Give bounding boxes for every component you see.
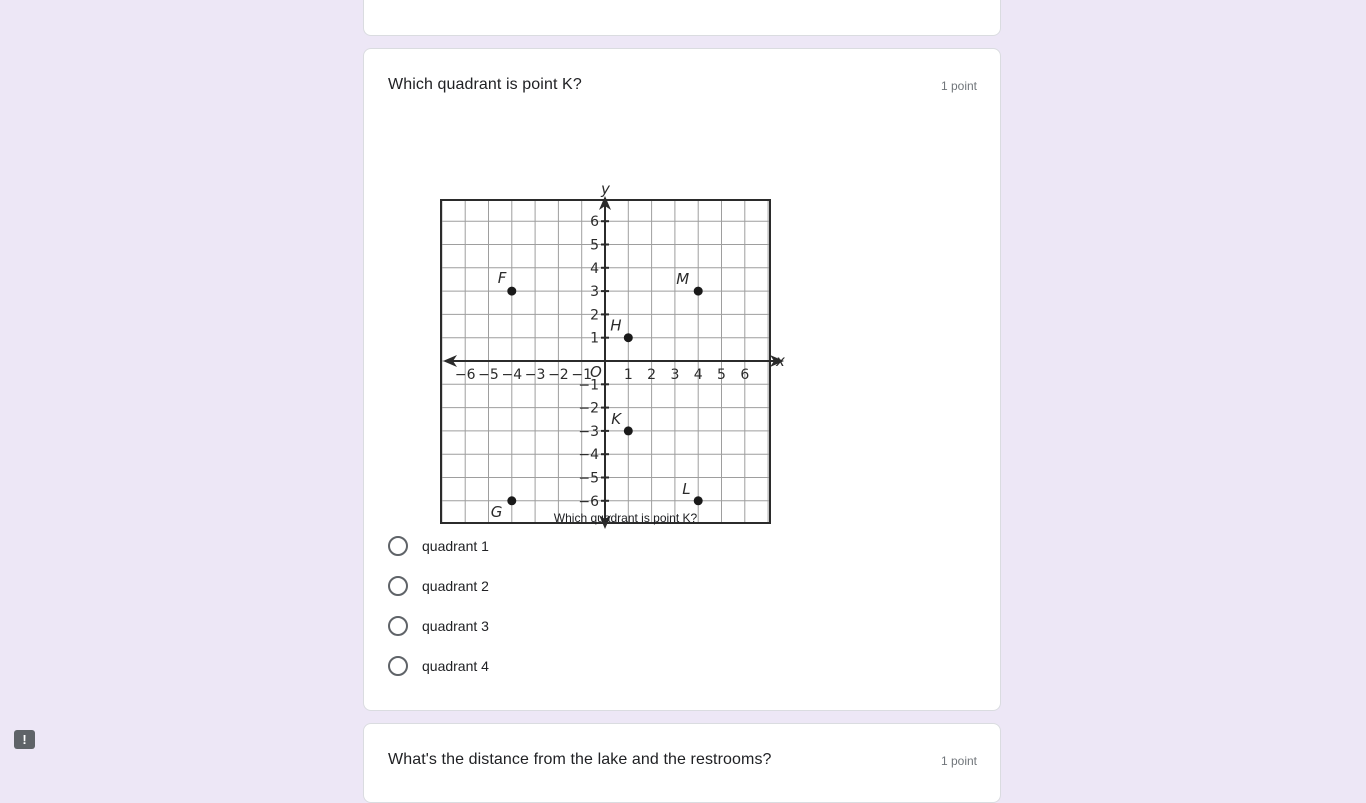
y-tick-mark [601,407,609,409]
question-title: Which quadrant is point K? [388,76,582,93]
radio-button[interactable] [388,576,408,596]
x-tick-label: −2 [548,367,569,383]
y-tick-mark [601,430,609,432]
y-tick-label: −5 [578,470,599,487]
y-tick-mark [601,313,609,315]
point-label-l: L [682,479,691,498]
y-tick-mark [601,220,609,222]
x-tick-label: −6 [454,367,476,383]
y-tick-label: 5 [590,237,599,254]
y-tick-label: 1 [590,330,599,347]
point-label-m: M [676,270,690,289]
x-tick-label: −5 [478,367,499,383]
x-tick-label: −1 [571,367,593,383]
y-tick-mark [601,500,609,502]
option-quadrant-2[interactable] [388,574,489,598]
y-tick-label: 2 [590,307,599,324]
option-label: quadrant 2 [422,578,489,594]
radio-button[interactable] [388,616,408,636]
point-label-h: H [610,316,622,335]
y-tick-label: 4 [590,260,599,277]
point-l [694,496,703,505]
y-tick-mark [601,477,609,479]
point-m [694,287,703,296]
y-tick-mark [601,383,609,385]
option-label: quadrant 1 [422,538,489,554]
y-tick-label: −3 [578,423,599,440]
y-tick-label: −6 [578,493,599,510]
x-tick-label: 3 [670,367,680,383]
y-tick-label: 6 [590,214,599,231]
point-k [624,426,633,435]
option-label: quadrant 4 [422,658,489,674]
y-tick-label: −1 [578,377,599,394]
question-card [363,48,1001,711]
x-axis-label: x [776,352,785,370]
y-tick-mark [601,267,609,269]
y-tick-label: −2 [578,400,599,417]
point-label-f: F [497,269,507,288]
y-tick-mark [601,244,609,246]
radio-button[interactable] [388,536,408,556]
question-points: 1 point [940,79,977,93]
y-tick-mark [601,337,609,339]
next-question-points: 1 point [940,754,977,768]
point-label-k: K [611,409,622,428]
point-f [507,287,516,296]
y-axis-label: y [601,180,610,198]
previous-question-card [363,0,1001,36]
image-caption: Which quadrant is point K? [553,511,698,525]
radio-button[interactable] [388,656,408,676]
option-quadrant-4[interactable] [388,654,489,678]
point-g [507,496,516,505]
option-label: quadrant 3 [422,618,489,634]
x-tick-label: −3 [524,367,546,383]
next-question-card [363,723,1001,803]
option-quadrant-1[interactable] [388,534,489,558]
x-tick-label: 4 [693,367,703,383]
y-tick-label: −4 [578,447,599,464]
y-tick-mark [601,453,609,455]
exclamation-icon[interactable]: ! [14,730,35,749]
point-h [624,333,633,342]
point-label-g: G [490,502,503,521]
origin-label: O [590,363,602,381]
y-tick-label: 3 [590,284,599,301]
x-tick-label: 5 [717,367,726,383]
option-quadrant-3[interactable] [388,614,489,638]
x-tick-label: −4 [501,367,523,383]
next-question-title: What's the distance from the lake and the restrooms? [388,751,772,768]
y-tick-mark [601,290,609,292]
x-tick-label: 2 [647,367,657,383]
x-tick-label: 1 [623,367,633,383]
x-tick-label: 6 [740,367,750,383]
